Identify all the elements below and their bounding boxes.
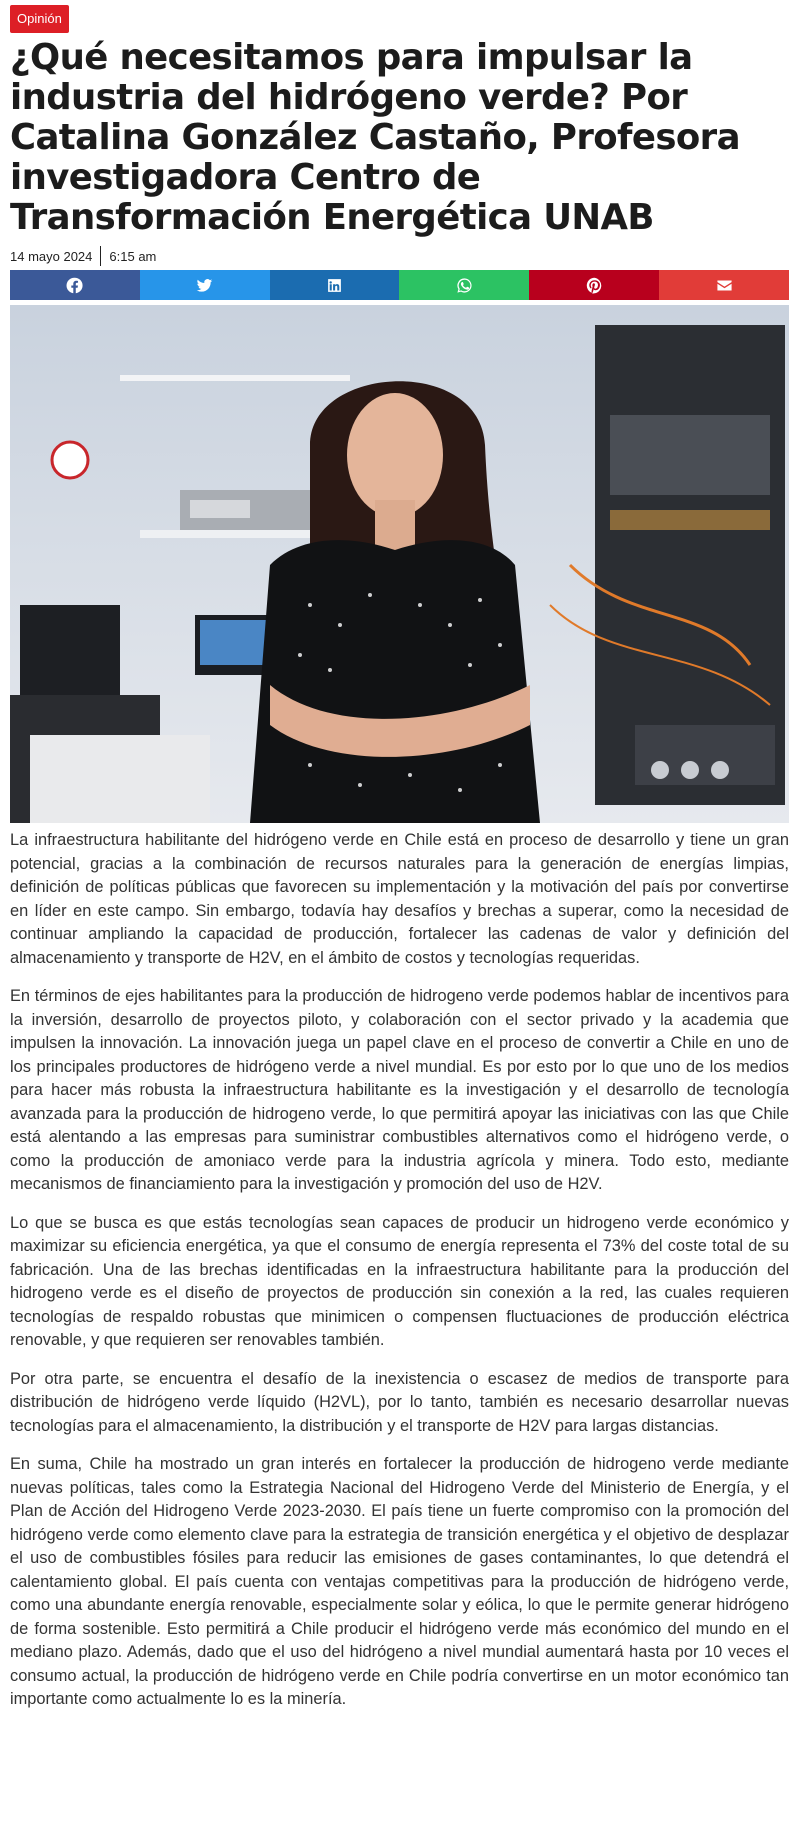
email-icon xyxy=(716,277,733,294)
linkedin-icon xyxy=(326,277,343,294)
publish-date: 14 mayo 2024 xyxy=(10,248,93,264)
article-paragraph: La infraestructura habilitante del hidrógeno verde en Chile está en proceso de desarrollo y tiene un gran potencial, gracias a la combinación de recursos naturales para la generación de energías limpias, definición de políticas públicas que favorecen su implementación y la motivación del país por convertirse en líder en este campo. Sin embargo, todavía hay desafíos y brechas a superar, como la necesidad de continuar ampliando la capacidad de producción, fortalecer las cadenas de valor y definición del almacenamiento y transporte de H2V, en el ámbito de costos y tecnologías requeridas. xyxy=(10,831,789,967)
article-meta xyxy=(10,246,156,266)
pinterest-icon xyxy=(586,277,603,294)
twitter-icon xyxy=(196,277,213,294)
publish-time: 6:15 am xyxy=(109,248,157,264)
share-linkedin-button[interactable] xyxy=(270,270,400,300)
meta-divider xyxy=(100,246,101,266)
share-pinterest-button[interactable] xyxy=(529,270,659,300)
article-paragraph: En suma, Chile ha mostrado un gran interés en fortalecer la producción de hidrogeno verde mediante nuevas políticas, tales como la Estrategia Nacional del Hidrogeno Verde del Ministerio de Energía, y el Plan de Acción del Hidrogeno Verde 2023-2030. El país tiene un fuerte compromiso con la promoción del hidrógeno verde como elemento clave para la estrategia de transición energética y el objetivo de desplazar el uso de combustibles fósiles para reducir las emisiones de gases contaminantes, lo que detendrá el calentamiento global. El país cuenta con ventajas competitivas para la producción de hidrógeno verde, como una abundante energía renovable, especialmente solar y eólica, lo que le permite generar hidrógeno de forma sostenible. Esto permitirá a Chile producir el hidrógeno verde más económico del mundo en el mediano plazo. Además, dado que el uso del hidrógeno a nivel mundial aumentará hasta por 10 veces el consumo actual, la producción de hidrógeno verde en Chile podría convertirse en un motor económico tan importante como actualmente lo es la minería. xyxy=(10,1455,789,1708)
share-bar xyxy=(10,270,789,300)
article-body xyxy=(10,829,789,1727)
share-twitter-button[interactable] xyxy=(140,270,270,300)
whatsapp-icon xyxy=(456,277,473,294)
category-badge[interactable]: Opinión xyxy=(10,5,69,33)
article-headline: ¿Qué necesitamos para impulsar la industria del hidrógeno verde? Por Catalina González Castaño, Profesora investigadora Centro de Transformación Energética UNAB xyxy=(10,37,740,238)
article-paragraph: Por otra parte, se encuentra el desafío de la inexistencia o escasez de medios de transporte para distribución de hidrógeno verde líquido (H2VL), por lo tanto, también es necesario desarrollar nuevas tecnologías para el almacenamiento, la distribución y el transporte de H2V para largas distancias. xyxy=(10,1369,789,1435)
share-facebook-button[interactable] xyxy=(10,270,140,300)
share-whatsapp-button[interactable] xyxy=(399,270,529,300)
portrait-illustration xyxy=(10,305,789,823)
article-paragraph: En términos de ejes habilitantes para la producción de hidrogeno verde podemos hablar de incentivos para la inversión, desarrollo de proyectos piloto, y colaboración con el sector privado y la academia que impulsen la innovación. La innovación juega un papel clave en el proceso de convertir a Chile en uno de los principales productores de hidrógeno verde a nivel mundial. Es por esto por lo que uno de los medios para hacer más robusta la infraestructura habilitante es la investigación y el desarrollo de tecnología avanzada para la producción de hidrogeno verde, lo que permitirá apoyar las iniciativas con las que Chile está alentando a las empresas para suministrar combustibles alternativos como el hidrógeno verde, o como la producción de amoniaco verde para la industria agrícola y minera. Todo esto, mediante mecanismos de financiamiento para la investigación y promoción del uso de H2V. xyxy=(10,987,789,1193)
share-email-button[interactable] xyxy=(659,270,789,300)
article-photo xyxy=(10,305,789,823)
facebook-icon xyxy=(66,277,83,294)
article-paragraph: Lo que se busca es que estás tecnologías sean capaces de producir un hidrogeno verde económico y maximizar su eficiencia energética, ya que el consumo de energía representa el 73% del coste total de su fabricación. Una de las brechas identificadas en la infraestructura habilitante para la producción del hidrogeno verde es el diseño de proyectos de producción sin conexión a la red, las cuales requieren tecnologías de respaldo robustas que minimicen o compensen fluctuaciones de producción eléctrica renovable, y que requieren ser renovables también. xyxy=(10,1213,789,1349)
